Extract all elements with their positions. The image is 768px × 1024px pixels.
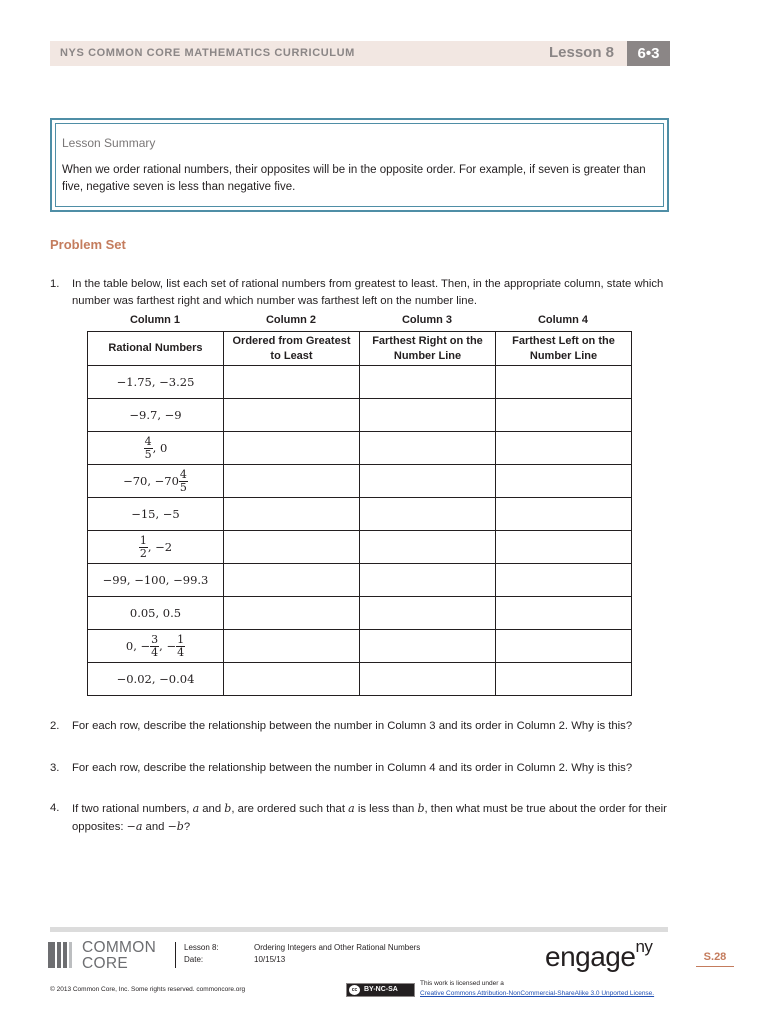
question-4-number: 4.: [50, 802, 60, 814]
question-2-text: For each row, describe the relationship between the number in Column 3 and its order in Column 2. Why is this?: [72, 720, 633, 732]
column-label-4: Column 4: [537, 314, 589, 326]
q4-part: , are ordered such that: [231, 803, 349, 815]
fraction-numerator: 1: [177, 632, 185, 646]
license-link[interactable]: Creative Commons Attribution-NonCommercial-ShareAlike 3.0 Unported License.: [420, 990, 655, 997]
page-header: [50, 41, 670, 66]
logo-line-2: CORE: [82, 955, 128, 972]
fraction-denominator: 4: [151, 645, 159, 659]
row-9-mid: , −: [159, 639, 177, 653]
table-row: [88, 630, 632, 663]
lesson-label: Lesson 8: [548, 44, 614, 61]
row-2-left-cell[interactable]: [496, 399, 632, 432]
table-row: [88, 564, 632, 597]
variable-a: a: [348, 802, 355, 815]
fraction-numerator: 4: [144, 434, 152, 448]
footer-date-label: Date:: [184, 955, 204, 964]
variable-a: a: [192, 802, 200, 815]
row-9-ordered-cell[interactable]: [224, 630, 360, 663]
q4-part: is less than: [354, 803, 418, 815]
row-7-left-cell[interactable]: [496, 564, 632, 597]
question-2-number: 2.: [50, 720, 60, 732]
question-1-number: 1.: [50, 278, 60, 290]
creative-commons-badge-icon: [346, 983, 415, 997]
row-4-lead: −70, −70: [123, 474, 179, 488]
row-10-numbers: −0.02, −0.04: [88, 663, 224, 696]
footer-lesson-title: Ordering Integers and Other Rational Numbers: [254, 943, 421, 952]
table-row: [88, 498, 632, 531]
table-row: [88, 597, 632, 630]
ny-text: ny: [635, 937, 653, 956]
row-3-right-cell[interactable]: [360, 432, 496, 465]
common-core-wordmark: [82, 940, 156, 972]
fraction-numerator: 4: [179, 467, 187, 481]
row-7-ordered-cell[interactable]: [224, 564, 360, 597]
question-1-text: In the table below, list each set of rational numbers from greatest to least. Then, in the appropriate column, state which number was farthest right and which number was farthest left on the number line.: [72, 278, 664, 307]
footer-lesson-label: Lesson 8:: [184, 943, 219, 952]
fraction: [139, 535, 148, 560]
header-ordered-greatest-to-least: Ordered from Greatest to Least: [224, 332, 360, 366]
row-4-numbers: [88, 465, 224, 498]
table-row: [88, 663, 632, 696]
row-5-numbers: −15, −5: [88, 498, 224, 531]
row-9-right-cell[interactable]: [360, 630, 496, 663]
row-1-ordered-cell[interactable]: [224, 366, 360, 399]
fraction-numerator: 1: [139, 533, 147, 547]
row-8-left-cell[interactable]: [496, 597, 632, 630]
footer-date: 10/15/13: [254, 955, 286, 964]
row-2-right-cell[interactable]: [360, 399, 496, 432]
table-row: [88, 432, 632, 465]
fraction-denominator: 5: [179, 480, 187, 494]
row-10-ordered-cell[interactable]: [224, 663, 360, 696]
row-8-right-cell[interactable]: [360, 597, 496, 630]
fraction-denominator: 5: [144, 447, 152, 461]
row-4-ordered-cell[interactable]: [224, 465, 360, 498]
variable-b: b: [224, 802, 232, 815]
variable-negative-a: −a: [126, 820, 143, 833]
row-6-numbers: [88, 531, 224, 564]
fraction: [150, 634, 159, 659]
fraction: [176, 634, 185, 659]
row-3-left-cell[interactable]: [496, 432, 632, 465]
row-6-right-cell[interactable]: [360, 531, 496, 564]
question-3-number: 3.: [50, 762, 60, 774]
copyright-notice: © 2013 Common Core, Inc. Some rights reserved. commoncore.org: [50, 986, 246, 993]
column-label-1: Column 1: [129, 314, 181, 326]
row-5-ordered-cell[interactable]: [224, 498, 360, 531]
row-4-left-cell[interactable]: [496, 465, 632, 498]
row-7-numbers: −99, −100, −99.3: [88, 564, 224, 597]
header-farthest-left: Farthest Left on the Number Line: [496, 332, 632, 366]
fraction: [144, 436, 153, 461]
header-rational-numbers: Rational Numbers: [88, 332, 224, 366]
table-header-row: [88, 332, 632, 366]
row-1-left-cell[interactable]: [496, 366, 632, 399]
rational-numbers-table: [87, 331, 632, 696]
row-6-left-cell[interactable]: [496, 531, 632, 564]
cc-badge-label: BY-NC-SA: [364, 986, 398, 993]
row-3-rest: , 0: [152, 441, 168, 455]
fraction-denominator: 4: [177, 645, 185, 659]
row-6-ordered-cell[interactable]: [224, 531, 360, 564]
row-1-right-cell[interactable]: [360, 366, 496, 399]
row-5-left-cell[interactable]: [496, 498, 632, 531]
row-1-numbers: −1.75, −3.25: [88, 366, 224, 399]
table-row: [88, 366, 632, 399]
common-core-logo-icon: [48, 942, 78, 968]
row-3-numbers: [88, 432, 224, 465]
q4-part: and: [199, 803, 225, 815]
cc-symbol: cc: [349, 985, 360, 995]
module-badge: 6•3: [627, 41, 670, 66]
fraction: [179, 469, 188, 494]
row-9-numbers: [88, 630, 224, 663]
row-2-numbers: −9.7, −9: [88, 399, 224, 432]
row-9-left-cell[interactable]: [496, 630, 632, 663]
row-8-numbers: 0.05, 0.5: [88, 597, 224, 630]
q4-part: If two rational numbers,: [72, 803, 193, 815]
question-3-text: For each row, describe the relationship between the number in Column 4 and its order in Column 2. Why is this?: [72, 762, 633, 774]
lesson-summary-title: Lesson Summary: [62, 136, 156, 150]
column-label-2: Column 2: [265, 314, 317, 326]
page-number: S.28: [696, 951, 734, 967]
engageny-logo: [545, 937, 653, 973]
row-2-ordered-cell[interactable]: [224, 399, 360, 432]
row-10-left-cell[interactable]: [496, 663, 632, 696]
lesson-summary-text: When we order rational numbers, their opposites will be in the opposite order. For example, if seven is greater than five, negative seven is less than negative five.: [62, 164, 646, 193]
header-farthest-right: Farthest Right on the Number Line: [360, 332, 496, 366]
row-10-right-cell[interactable]: [360, 663, 496, 696]
lesson-summary-box: [50, 118, 669, 212]
question-4-text: [72, 800, 670, 836]
row-7-right-cell[interactable]: [360, 564, 496, 597]
row-3-ordered-cell[interactable]: [224, 432, 360, 465]
curriculum-title: NYS COMMON CORE MATHEMATICS CURRICULUM: [60, 47, 355, 59]
row-8-ordered-cell[interactable]: [224, 597, 360, 630]
table-row: [88, 465, 632, 498]
problem-set-heading: Problem Set: [50, 237, 126, 252]
column-label-3: Column 3: [401, 314, 453, 326]
q4-part: ?: [183, 821, 191, 833]
table-row: [88, 531, 632, 564]
table-row: [88, 399, 632, 432]
q4-part: and: [142, 821, 168, 833]
row-4-right-cell[interactable]: [360, 465, 496, 498]
fraction-denominator: 2: [139, 546, 147, 560]
variable-b: b: [417, 802, 425, 815]
license-text: This work is licensed under a: [420, 980, 504, 987]
engage-text: engage: [545, 941, 636, 972]
row-9-lead: 0, −: [125, 639, 151, 653]
row-5-right-cell[interactable]: [360, 498, 496, 531]
logo-line-1: COMMON: [82, 939, 157, 956]
variable-negative-b: −b: [167, 820, 184, 833]
row-6-rest: , −2: [147, 540, 173, 554]
q4-part: , then what must be true about the order for their opposites:: [72, 803, 667, 833]
footer-rule: [50, 927, 668, 932]
fraction-numerator: 3: [151, 632, 159, 646]
footer-divider: [175, 942, 176, 968]
